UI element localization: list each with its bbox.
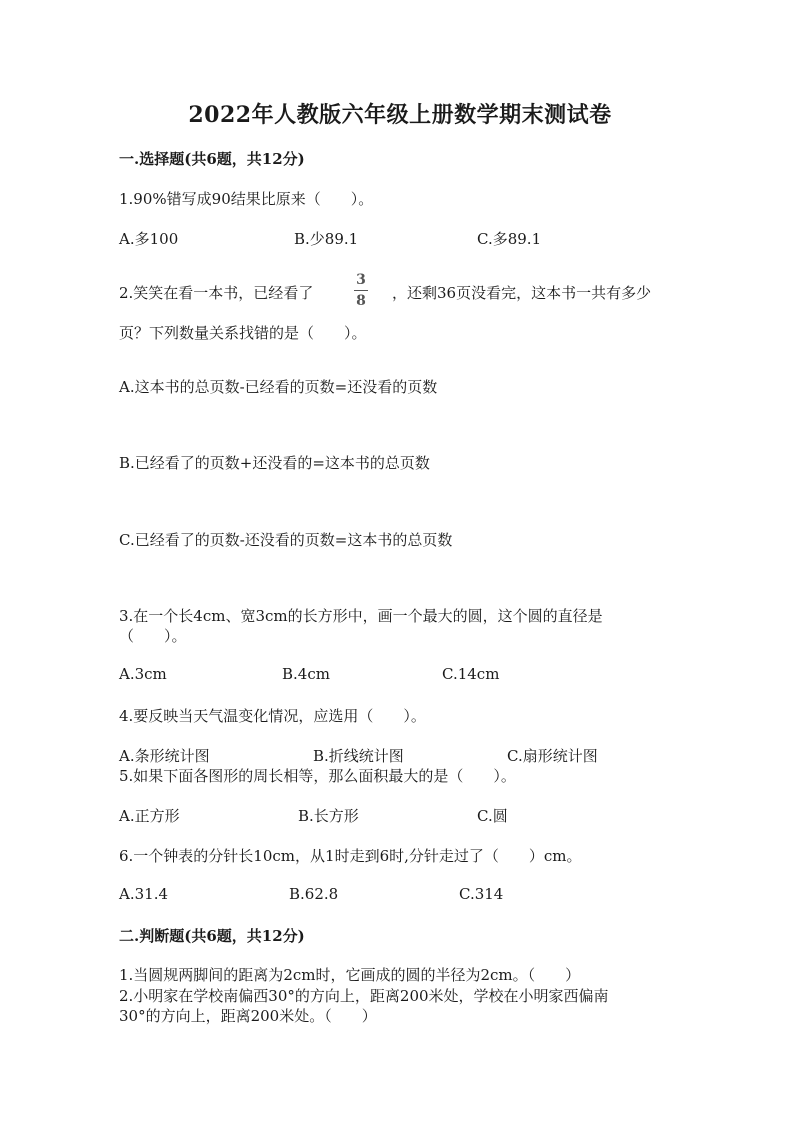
question-3-option-b: B.4cm [282,665,330,683]
question-2-option-b: B.已经看了的页数+还没看的=这本书的总页数 [119,454,430,472]
question-4-option-b: B.折线统计图 [313,747,404,765]
question-2-text-start: 2.笑笑在看一本书，已经看了 [119,284,314,302]
judge-question-1-text: 1.当圆规两脚间的距离为2cm时，它画成的圆的半径为2cm。（ ） [119,966,581,984]
fraction-denominator: 8 [356,293,366,309]
question-4-text: 4.要反映当天气温变化情况，应选用（ ）。 [119,707,426,725]
question-2-text-line2: 页？下列数量关系找错的是（ ）。 [119,324,367,342]
question-1-option-b: B.少89.1 [294,230,359,248]
question-5-option-c: C.圆 [477,807,508,825]
question-4-option-c: C.扇形统计图 [507,747,598,765]
question-6-text: 6.一个钟表的分针长10cm，从1时走到6时,分针走过了（ ）cm。 [119,847,582,865]
fraction-bar [354,290,368,291]
question-1-text: 1.90%错写成90结果比原来（ ）。 [119,190,374,208]
page-title: 2022年人教版六年级上册数学期末测试卷 [188,102,612,128]
question-6-option-a: A.31.4 [119,885,168,903]
question-6-option-b: B.62.8 [289,885,339,903]
question-2-text-end: ，还剩36页没看完，这本书一共有多少 [392,284,652,302]
question-5-option-a: A.正方形 [119,807,180,825]
section-heading-true-false: 二.判断题(共6题，共12分) [119,927,305,945]
question-2-option-c: C.已经看了的页数-还没看的页数=这本书的总页数 [119,531,453,549]
question-3-option-c: C.14cm [442,665,500,683]
question-3-text: 3.在一个长4cm、宽3cm的长方形中，画一个最大的圆，这个圆的直径是 [119,607,603,625]
judge-question-2-text-line2: 30°的方向上，距离200米处。（ ） [119,1007,377,1025]
fraction-three-eighths [352,273,370,308]
question-3-option-a: A.3cm [119,665,167,683]
question-5-text: 5.如果下面各图形的周长相等，那么面积最大的是（ ）。 [119,767,516,785]
question-1-option-a: A.多100 [119,230,179,248]
question-3-text-line2: （ ）。 [119,627,187,645]
question-1-option-c: C.多89.1 [477,230,542,248]
question-2-option-a: A.这本书的总页数-已经看的页数=还没看的页数 [119,378,438,396]
question-4-option-a: A.条形统计图 [119,747,210,765]
question-6-option-c: C.314 [459,885,504,903]
section-heading-multiple-choice: 一.选择题(共6题，共12分) [119,150,305,168]
judge-question-2-text: 2.小明家在学校南偏西30°的方向上，距离200米处，学校在小明家西偏南 [119,987,609,1005]
question-5-option-b: B.长方形 [298,807,359,825]
fraction-numerator: 3 [356,272,366,288]
